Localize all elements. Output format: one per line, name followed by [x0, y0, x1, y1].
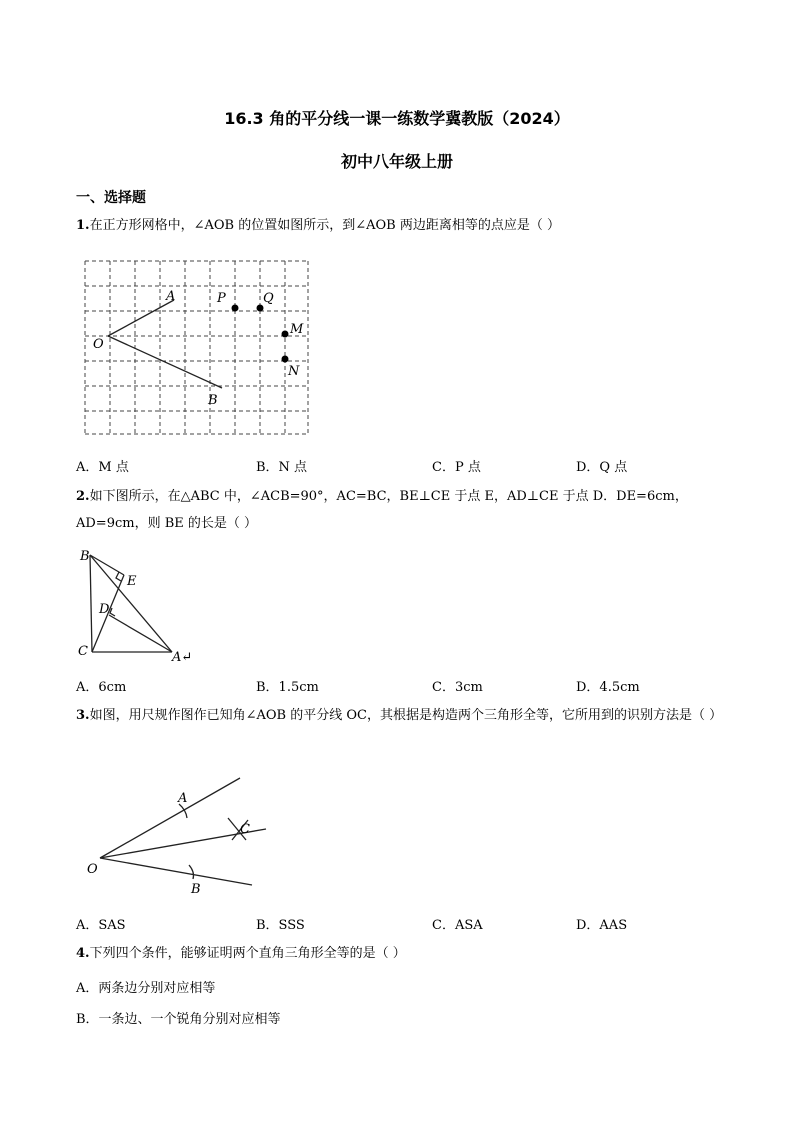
question-1-text: 在正方形网格中，∠AOB 的位置如图所示，到∠AOB 两边距离相等的点应是（ ）	[89, 218, 560, 233]
option-c[interactable]: C．3cm	[432, 680, 483, 695]
question-1-options	[76, 456, 716, 476]
label-A: A	[178, 791, 188, 806]
label-A: A↵	[172, 650, 193, 665]
label-D: D	[99, 602, 110, 617]
label-A: A	[166, 289, 176, 304]
question-3-number: 3.	[76, 708, 90, 723]
document-subtitle: 初中八年级上册	[340, 152, 453, 171]
label-N: N	[288, 364, 300, 379]
question-4-text: 下列四个条件，能够证明两个直角三角形全等的是（ ）	[89, 946, 406, 961]
question-3-text: 如图，用尺规作图作已知角∠AOB 的平分线 OC，其根据是构造两个三角形全等，它所用到的识别方法是（ ）	[89, 708, 723, 723]
question-3	[76, 702, 726, 729]
option-b[interactable]: B．1.5cm	[256, 680, 319, 695]
option-a[interactable]: A．两条边分别对应相等	[76, 981, 216, 996]
label-B: B	[191, 882, 201, 897]
label-M: M	[290, 322, 304, 337]
question-1-figure	[80, 256, 312, 440]
label-C: C	[240, 822, 250, 837]
question-3-figure	[86, 772, 276, 897]
option-d[interactable]: D．Q 点	[576, 460, 628, 475]
question-3-options	[76, 914, 716, 934]
question-1-number: 1.	[76, 218, 90, 233]
question-2-text: 如下图所示，在△ABC 中，∠ACB=90°，AC=BC，BE⊥CE 于点 E，AD⊥CE 于点 D．DE=6cm，AD=9cm，则 BE 的长是（ ）	[76, 489, 688, 531]
label-P: P	[217, 291, 226, 306]
label-B: B	[80, 549, 90, 564]
option-d[interactable]: D．4.5cm	[576, 680, 640, 695]
option-a[interactable]: A．M 点	[76, 460, 129, 475]
question-4	[76, 940, 726, 967]
question-2	[76, 483, 726, 537]
option-b[interactable]: B．一条边、一个锐角分别对应相等	[76, 1012, 281, 1027]
document-title: 16.3 角的平分线一课一练数学冀教版（2024）	[224, 109, 570, 128]
option-c[interactable]: C．ASA	[432, 918, 483, 933]
label-B: B	[208, 393, 218, 408]
label-Q: Q	[263, 291, 274, 306]
question-4-number: 4.	[76, 946, 90, 961]
section-heading: 一、选择题	[76, 190, 146, 206]
question-2-number: 2.	[76, 489, 90, 504]
question-2-figure	[76, 545, 206, 670]
option-c[interactable]: C．P 点	[432, 460, 481, 475]
option-b[interactable]: B．SSS	[256, 918, 305, 933]
question-1	[76, 212, 726, 239]
option-d[interactable]: D．AAS	[576, 918, 628, 933]
label-O: O	[87, 862, 98, 877]
label-O: O	[93, 337, 104, 352]
question-2-options	[76, 676, 716, 696]
option-a[interactable]: A．6cm	[76, 680, 127, 695]
label-C: C	[78, 644, 88, 659]
label-E: E	[127, 574, 137, 589]
option-a[interactable]: A．SAS	[76, 918, 126, 933]
option-b[interactable]: B．N 点	[256, 460, 308, 475]
